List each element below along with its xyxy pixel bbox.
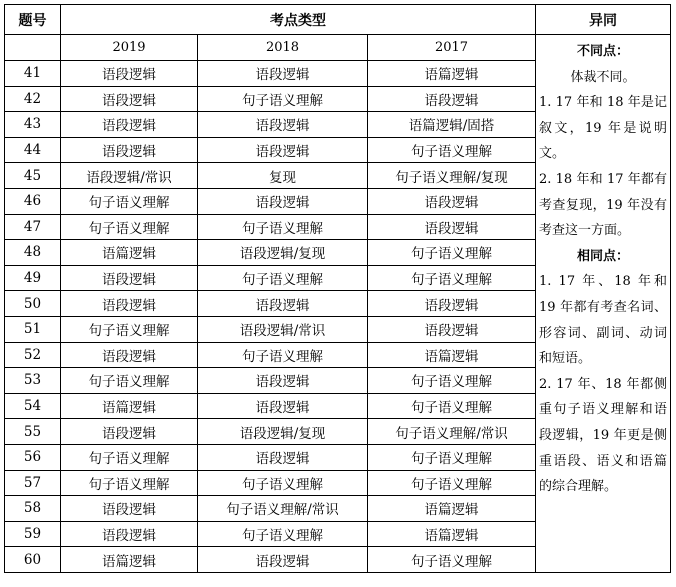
type-2019-cell: 语段逻辑 (61, 496, 198, 522)
type-2017-cell: 句子语义理解 (368, 393, 536, 419)
type-2018-cell: 句子语义理解 (198, 342, 368, 368)
type-2017-cell: 语篇逻辑 (368, 342, 536, 368)
question-number-cell: 42 (5, 86, 61, 112)
comparison-notes-cell (536, 35, 671, 573)
type-2017-cell: 语段逻辑 (368, 86, 536, 112)
difference-point-3: 2. 18 年和 17 年都有考查复现，19 年没有考查这一方面。 (539, 171, 667, 239)
question-number-cell: 53 (5, 368, 61, 394)
type-2019-cell: 句子语义理解 (61, 214, 198, 240)
similarity-point-2: 2. 17 年、18 年都侧重句子语义理解和语段逻辑，19 年更是侧重语段、语义和语篇的综合理解。 (539, 376, 667, 495)
type-2019-cell: 语篇逻辑 (61, 393, 198, 419)
type-2017-cell: 句子语义理解 (368, 240, 536, 266)
type-2017-cell: 语段逻辑 (368, 291, 536, 317)
type-2017-cell: 句子语义理解/常识 (368, 419, 536, 445)
type-2019-cell: 语段逻辑/常识 (61, 163, 198, 189)
type-2018-cell: 复现 (198, 163, 368, 189)
type-2017-cell: 句子语义理解 (368, 368, 536, 394)
difference-point-1: 体裁不同。 (570, 69, 636, 85)
question-number-cell: 51 (5, 316, 61, 342)
type-2018-cell: 语段逻辑 (198, 61, 368, 87)
differences-heading: 不同点： (576, 44, 629, 59)
type-2019-cell: 句子语义理解 (61, 444, 198, 470)
question-number-cell: 57 (5, 470, 61, 496)
type-2017-cell: 句子语义理解 (368, 470, 536, 496)
type-2017-cell: 语篇逻辑 (368, 496, 536, 522)
type-2017-cell: 语篇逻辑 (368, 61, 536, 87)
header-row (5, 5, 671, 35)
type-2019-cell: 句子语义理解 (61, 368, 198, 394)
type-2017-cell: 语段逻辑 (368, 214, 536, 240)
type-2019-cell: 句子语义理解 (61, 316, 198, 342)
type-2017-cell: 语篇逻辑 (368, 521, 536, 547)
question-number-cell: 47 (5, 214, 61, 240)
year-2018-header: 2018 (198, 35, 368, 61)
year-2017-header: 2017 (368, 35, 536, 61)
type-2019-cell: 语段逻辑 (61, 342, 198, 368)
type-2019-cell: 语段逻辑 (61, 419, 198, 445)
question-number-cell: 44 (5, 137, 61, 163)
year-2019-header: 2019 (61, 35, 198, 61)
type-2018-cell: 语段逻辑 (198, 188, 368, 214)
question-number-cell: 52 (5, 342, 61, 368)
type-2017-cell: 句子语义理解 (368, 137, 536, 163)
type-2018-cell: 语段逻辑 (198, 112, 368, 138)
question-number-cell: 58 (5, 496, 61, 522)
year-header-row (5, 35, 671, 61)
type-2019-cell: 语段逻辑 (61, 61, 198, 87)
question-number-cell: 43 (5, 112, 61, 138)
header-question-type: 考点类型 (61, 5, 536, 35)
type-2018-cell: 句子语义理解 (198, 214, 368, 240)
type-2019-cell: 语段逻辑 (61, 291, 198, 317)
year-blank-cell (5, 35, 61, 61)
type-2018-cell: 语段逻辑 (198, 137, 368, 163)
question-number-cell: 55 (5, 419, 61, 445)
type-2017-cell: 语篇逻辑/固搭 (368, 112, 536, 138)
question-number-cell: 46 (5, 188, 61, 214)
type-2018-cell: 句子语义理解 (198, 265, 368, 291)
type-2019-cell: 语篇逻辑 (61, 240, 198, 266)
type-2019-cell: 句子语义理解 (61, 188, 198, 214)
header-question-number: 题号 (5, 5, 61, 35)
type-2018-cell: 句子语义理解 (198, 521, 368, 547)
type-2018-cell: 句子语义理解 (198, 86, 368, 112)
difference-point-2: 1. 17 年和 18 年是记叙文，19 年是说明文。 (539, 95, 667, 162)
type-2017-cell: 句子语义理解 (368, 265, 536, 291)
question-number-cell: 56 (5, 444, 61, 470)
type-2018-cell: 语段逻辑 (198, 444, 368, 470)
type-2018-cell: 句子语义理解/常识 (198, 496, 368, 522)
type-2018-cell: 语段逻辑/复现 (198, 419, 368, 445)
type-2018-cell: 语段逻辑 (198, 291, 368, 317)
question-number-cell: 45 (5, 163, 61, 189)
question-number-cell: 54 (5, 393, 61, 419)
question-number-cell: 49 (5, 265, 61, 291)
type-2019-cell: 语段逻辑 (61, 521, 198, 547)
type-2019-cell: 句子语义理解 (61, 470, 198, 496)
header-similarities-differences: 异同 (536, 5, 671, 35)
type-2019-cell: 语段逻辑 (61, 112, 198, 138)
type-2018-cell: 语段逻辑/复现 (198, 240, 368, 266)
question-number-cell: 59 (5, 521, 61, 547)
type-2019-cell: 语段逻辑 (61, 137, 198, 163)
type-2019-cell: 语段逻辑 (61, 265, 198, 291)
type-2018-cell: 语段逻辑 (198, 547, 368, 573)
type-2019-cell: 语篇逻辑 (61, 547, 198, 573)
exam-comparison-table (4, 4, 671, 573)
similarity-point-1: 1. 17 年、18 年和 19 年都有考查名词、形容词、副词、动词和短语。 (539, 274, 667, 367)
question-number-cell: 60 (5, 547, 61, 573)
question-number-cell: 48 (5, 240, 61, 266)
type-2018-cell: 语段逻辑/常识 (198, 316, 368, 342)
type-2017-cell: 句子语义理解 (368, 444, 536, 470)
type-2019-cell: 语段逻辑 (61, 86, 198, 112)
similarities-heading: 相同点： (576, 248, 629, 264)
type-2018-cell: 句子语义理解 (198, 470, 368, 496)
question-number-cell: 41 (5, 61, 61, 87)
type-2018-cell: 语段逻辑 (198, 368, 368, 394)
type-2017-cell: 句子语义理解 (368, 547, 536, 573)
type-2017-cell: 语段逻辑 (368, 316, 536, 342)
type-2017-cell: 句子语义理解/复现 (368, 163, 536, 189)
question-number-cell: 50 (5, 291, 61, 317)
type-2017-cell: 语段逻辑 (368, 188, 536, 214)
type-2018-cell: 语段逻辑 (198, 393, 368, 419)
